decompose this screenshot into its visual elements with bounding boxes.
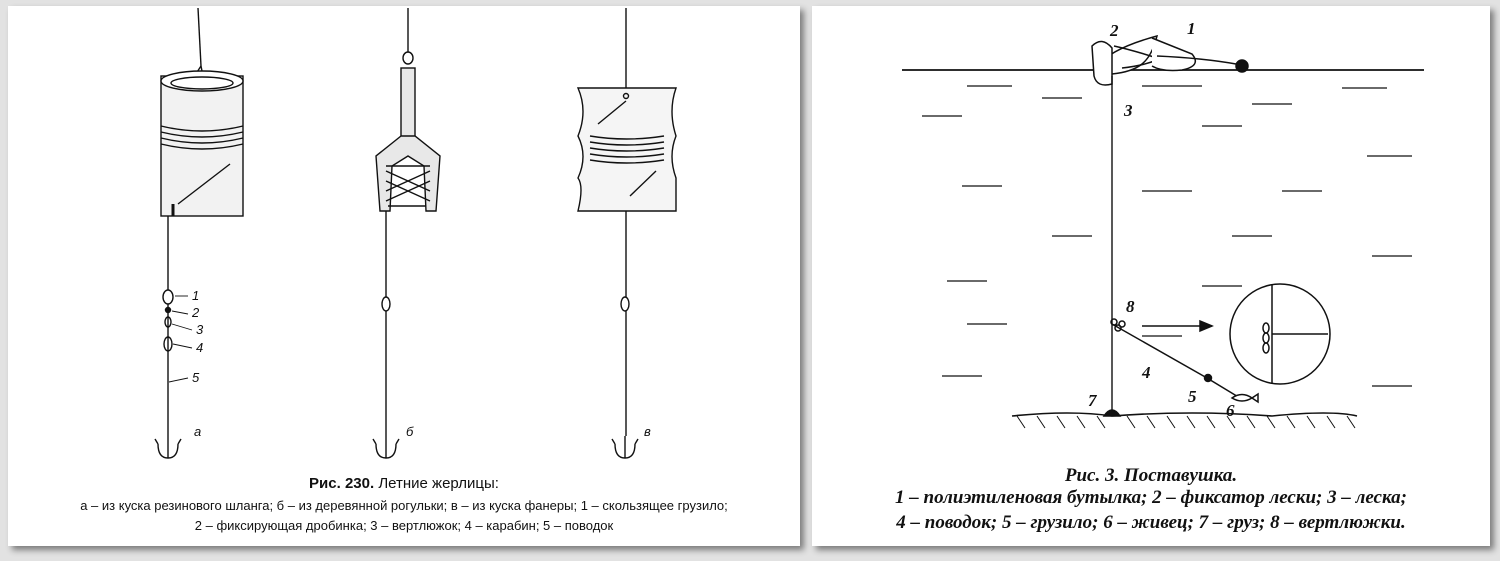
label-r1: 1: [1187, 19, 1196, 38]
label-r8: 8: [1126, 297, 1135, 316]
label-2: 2: [192, 305, 200, 320]
left-figure-panel: [8, 6, 800, 546]
summer-zherlitsy-diagram: [8, 6, 800, 476]
zoom-circle: [1230, 284, 1330, 384]
label-b: б: [406, 424, 414, 439]
bottle: [1092, 36, 1248, 85]
water-hatching: [922, 86, 1412, 386]
swivel-cluster: [1111, 319, 1125, 331]
right-caption-line-2: 4 – поводок; 5 – грузило; 6 – живец; 7 – груз; 8 – вертлюжки.: [896, 512, 1406, 533]
label-4: 4: [196, 340, 204, 355]
postavushka-diagram: [812, 6, 1490, 466]
label-r3: 3: [1124, 101, 1133, 120]
bottom-hatching: [1017, 416, 1355, 428]
right-caption-title: Рис. 3. Поставушка.: [1064, 465, 1238, 486]
left-caption-line-2: 2 – фиксирующая дробинка; 3 – вертлюжок; 4 – карабин; 5 – поводок: [194, 518, 614, 533]
left-caption-title: [8, 475, 800, 492]
right-caption-line-1: 1 – полиэтиленовая бутылка; 2 – фиксатор лески; 3 – леска;: [895, 487, 1407, 508]
label-r2: 2: [1110, 21, 1119, 40]
right-figure-panel: [812, 6, 1490, 546]
leader: [1112, 324, 1207, 378]
left-caption-rest: Летние жерлицы:: [374, 475, 499, 492]
plywood-rig: [578, 8, 676, 458]
bait-fish: [1232, 394, 1258, 402]
label-1: 1: [192, 288, 200, 303]
label-v: в: [644, 424, 651, 439]
hose-rig: [155, 8, 243, 458]
slingshot-rig: [373, 8, 440, 458]
label-r6: 6: [1226, 401, 1235, 420]
label-5: 5: [192, 370, 200, 385]
sinker: [1205, 375, 1212, 382]
label-r5: 5: [1188, 387, 1197, 406]
label-3: 3: [196, 322, 204, 337]
left-caption-line-1: а – из куска резинового шланга; б – из деревянной рогульки; в – из куска фанеры; 1 – скользящее грузило;: [80, 498, 728, 513]
bottom: [1012, 413, 1357, 416]
part-labels-left: [191, 288, 651, 439]
label-r4: 4: [1142, 363, 1151, 382]
left-caption-bold: Рис. 230.: [309, 475, 375, 492]
label-a: а: [194, 424, 202, 439]
label-r7: 7: [1088, 391, 1097, 410]
